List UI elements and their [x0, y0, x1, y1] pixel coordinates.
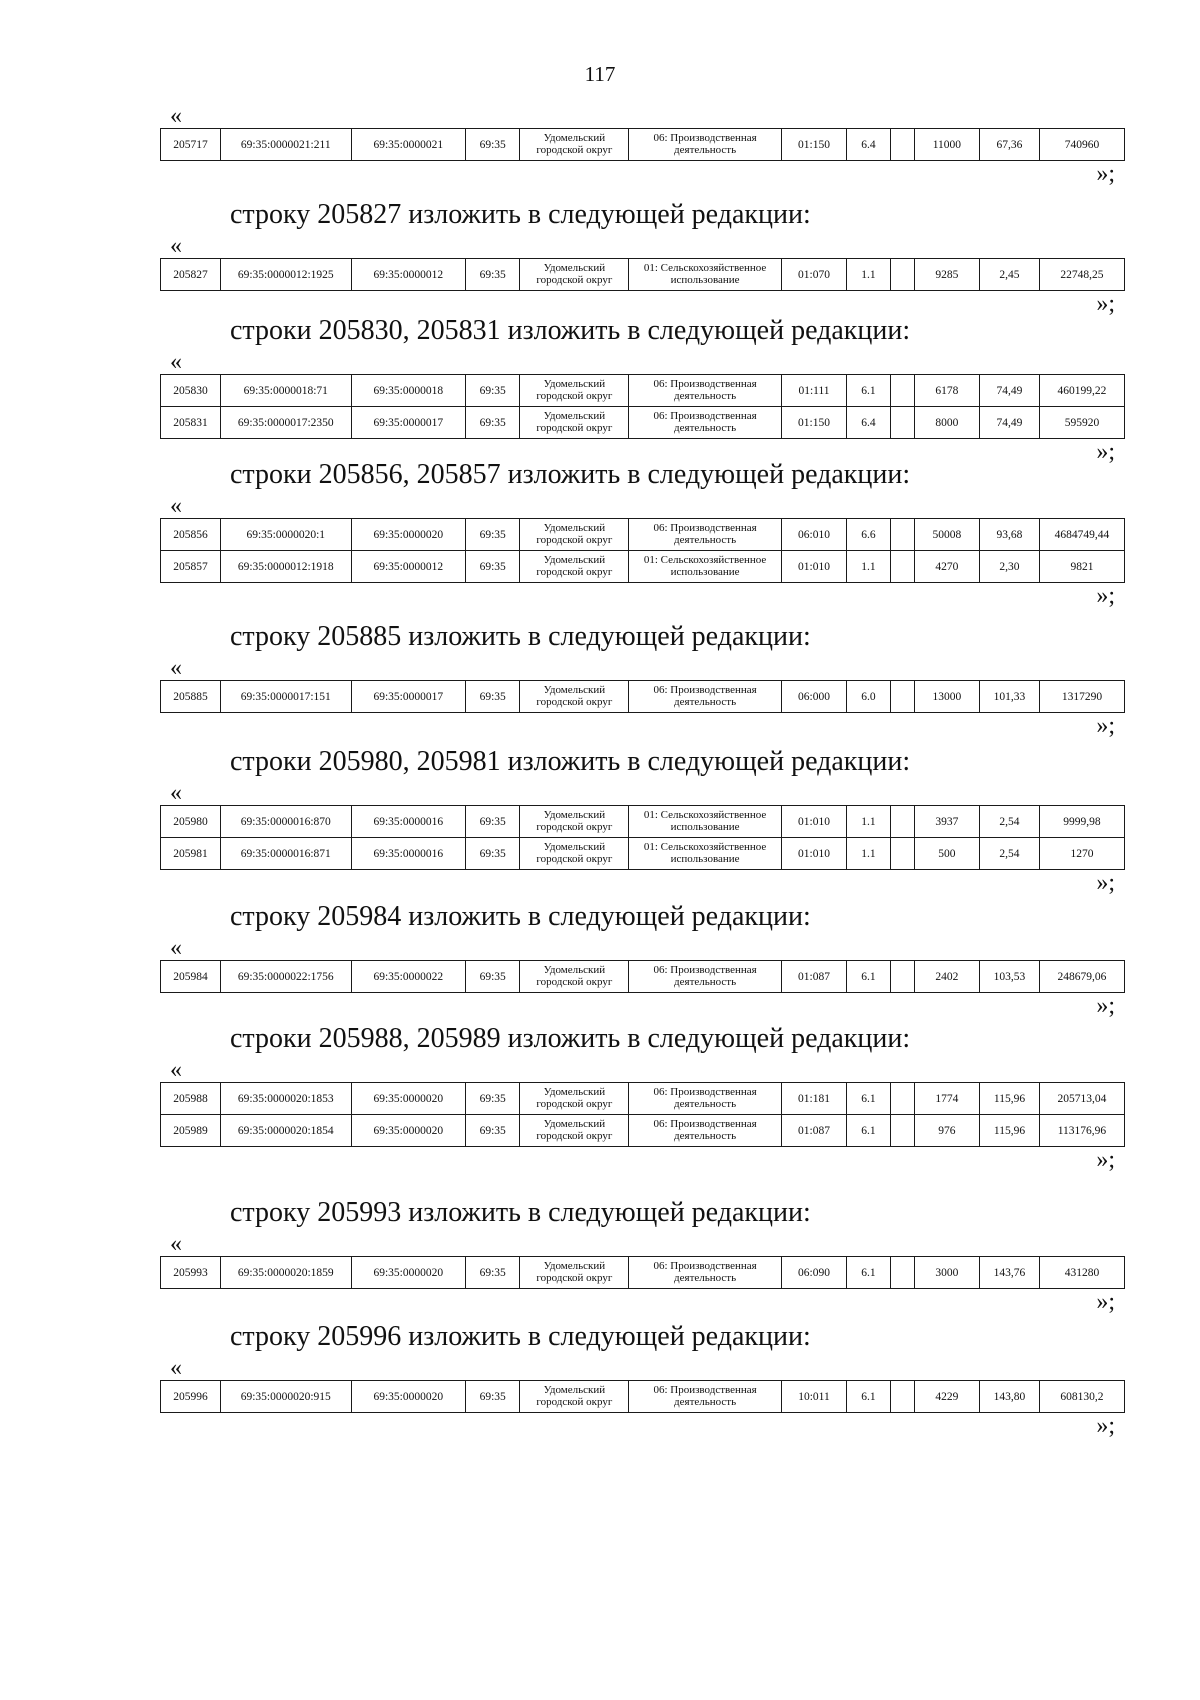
table-cell: 2402: [914, 961, 979, 993]
table-cell: 69:35:0000020: [351, 1257, 465, 1289]
table-cell: [890, 407, 914, 439]
table-cell: 69:35: [465, 375, 519, 407]
page-number: 117: [584, 62, 616, 86]
amendment-heading: строку 205885 изложить в следующей редакции:: [230, 621, 811, 652]
table-row: [161, 1257, 1125, 1289]
table-cell: 69:35:0000016: [351, 838, 465, 870]
table-cell: 6.1: [847, 961, 891, 993]
table-cell: Удомельский городской округ: [520, 961, 629, 993]
amendment-block: [160, 620, 1125, 739]
table-row: [161, 961, 1125, 993]
table-cell: 3000: [914, 1257, 979, 1289]
table-cell: [890, 1381, 914, 1413]
table-cell: 69:35:0000018: [351, 375, 465, 407]
amendment-block: [160, 1022, 1125, 1173]
table-cell: 143,80: [980, 1381, 1040, 1413]
table-cell: 205984: [161, 961, 221, 993]
table-cell: 01: Сельскохозяйственное использование: [629, 259, 781, 291]
table-cell: 69:35: [465, 806, 519, 838]
cadastral-table: [160, 374, 1125, 439]
amendment-heading: строки 205988, 205989 изложить в следующей редакции:: [230, 1023, 911, 1054]
table-cell: 69:35:0000018:71: [220, 375, 351, 407]
table-cell: 01:010: [781, 838, 846, 870]
table-cell: Удомельский городской округ: [520, 681, 629, 713]
table-cell: 06: Производственная деятельность: [629, 1083, 781, 1115]
amendment-heading: строки 205980, 205981 изложить в следующей редакции:: [230, 746, 911, 777]
table-cell: 01: Сельскохозяйственное использование: [629, 838, 781, 870]
table-cell: 01:070: [781, 259, 846, 291]
table-cell: 69:35: [465, 129, 519, 161]
table-cell: 1774: [914, 1083, 979, 1115]
table-cell: 69:35:0000022: [351, 961, 465, 993]
table-cell: 06: Производственная деятельность: [629, 1257, 781, 1289]
table-cell: 205857: [161, 551, 221, 583]
cadastral-table: [160, 680, 1125, 713]
table-cell: 10:011: [781, 1381, 846, 1413]
closing-quote: »;: [1096, 583, 1115, 609]
table-cell: 69:35:0000020: [351, 1381, 465, 1413]
table-cell: 06: Производственная деятельность: [629, 375, 781, 407]
table-cell: Удомельский городской округ: [520, 1257, 629, 1289]
closing-quote: »;: [1096, 1289, 1115, 1315]
table-cell: 205717: [161, 129, 221, 161]
amendment-heading: строки 205856, 205857 изложить в следующей редакции:: [230, 459, 911, 490]
table-cell: 2,54: [980, 806, 1040, 838]
table-cell: Удомельский городской округ: [520, 1381, 629, 1413]
table-cell: 6.6: [847, 519, 891, 551]
table-cell: 205981: [161, 838, 221, 870]
table-cell: [890, 259, 914, 291]
table-cell: 3937: [914, 806, 979, 838]
amendment-block: [160, 900, 1125, 1019]
table-row: [161, 551, 1125, 583]
table-cell: 205996: [161, 1381, 221, 1413]
table-cell: 06:090: [781, 1257, 846, 1289]
amendment-heading: строки 205830, 205831 изложить в следующей редакции:: [230, 315, 911, 346]
amendment-block: [160, 198, 1125, 317]
table-cell: 9285: [914, 259, 979, 291]
table-cell: 06: Производственная деятельность: [629, 961, 781, 993]
table-cell: 69:35:0000020: [351, 519, 465, 551]
table-cell: 93,68: [980, 519, 1040, 551]
table-cell: 69:35:0000012: [351, 259, 465, 291]
table-cell: Удомельский городской округ: [520, 806, 629, 838]
table-cell: 06: Производственная деятельность: [629, 1115, 781, 1147]
table-cell: [890, 681, 914, 713]
table-row: [161, 1083, 1125, 1115]
table-cell: [890, 551, 914, 583]
table-cell: 6.1: [847, 1257, 891, 1289]
table-cell: 6.4: [847, 129, 891, 161]
table-row: [161, 129, 1125, 161]
table-cell: 69:35: [465, 259, 519, 291]
cadastral-table: [160, 805, 1125, 870]
table-cell: 06: Производственная деятельность: [629, 407, 781, 439]
table-cell: 74,49: [980, 375, 1040, 407]
table-cell: 6178: [914, 375, 979, 407]
table-cell: 69:35:0000020:1: [220, 519, 351, 551]
opening-quote: «: [170, 349, 182, 375]
amendment-block: [160, 1320, 1125, 1439]
table-cell: 6.1: [847, 1381, 891, 1413]
table-cell: 01:111: [781, 375, 846, 407]
table-cell: 205885: [161, 681, 221, 713]
table-cell: 69:35:0000017: [351, 407, 465, 439]
table-cell: 113176,96: [1039, 1115, 1124, 1147]
table-cell: 2,30: [980, 551, 1040, 583]
table-cell: 740960: [1039, 129, 1124, 161]
table-cell: [890, 838, 914, 870]
table-cell: 69:35:0000020:1854: [220, 1115, 351, 1147]
table-cell: 205980: [161, 806, 221, 838]
amendment-block: [160, 314, 1125, 465]
table-cell: 06: Производственная деятельность: [629, 519, 781, 551]
table-row: [161, 259, 1125, 291]
table-cell: 06:000: [781, 681, 846, 713]
cadastral-table: [160, 960, 1125, 993]
table-cell: Удомельский городской округ: [520, 1115, 629, 1147]
cadastral-table: [160, 1082, 1125, 1147]
table-cell: [890, 1083, 914, 1115]
opening-quote: «: [170, 1231, 182, 1257]
table-cell: 01:150: [781, 407, 846, 439]
table-cell: 69:35:0000022:1756: [220, 961, 351, 993]
table-cell: [890, 519, 914, 551]
opening-quote: «: [170, 493, 182, 519]
amendment-block: [160, 103, 1125, 187]
amendment-heading: строку 205984 изложить в следующей редакции:: [230, 901, 811, 932]
table-cell: 74,49: [980, 407, 1040, 439]
opening-quote: «: [170, 233, 182, 259]
table-cell: 69:35: [465, 551, 519, 583]
table-cell: 69:35: [465, 838, 519, 870]
table-cell: [890, 961, 914, 993]
table-cell: 205989: [161, 1115, 221, 1147]
table-row: [161, 838, 1125, 870]
table-cell: 69:35: [465, 1115, 519, 1147]
opening-quote: «: [170, 103, 182, 129]
table-cell: [890, 1115, 914, 1147]
table-cell: 06: Производственная деятельность: [629, 681, 781, 713]
table-cell: 69:35: [465, 961, 519, 993]
closing-quote: »;: [1096, 1147, 1115, 1173]
opening-quote: «: [170, 935, 182, 961]
closing-quote: »;: [1096, 439, 1115, 465]
table-cell: 69:35:0000012: [351, 551, 465, 583]
table-cell: 1317290: [1039, 681, 1124, 713]
table-cell: 101,33: [980, 681, 1040, 713]
table-cell: 69:35:0000020: [351, 1083, 465, 1115]
opening-quote: «: [170, 1355, 182, 1381]
table-row: [161, 681, 1125, 713]
closing-quote: »;: [1096, 1413, 1115, 1439]
table-cell: 06: Производственная деятельность: [629, 1381, 781, 1413]
table-cell: 69:35: [465, 1257, 519, 1289]
table-cell: Удомельский городской округ: [520, 129, 629, 161]
table-cell: Удомельский городской округ: [520, 551, 629, 583]
closing-quote: »;: [1096, 291, 1115, 317]
table-cell: Удомельский городской округ: [520, 1083, 629, 1115]
table-cell: 69:35:0000020:1853: [220, 1083, 351, 1115]
table-cell: 6.1: [847, 1115, 891, 1147]
table-cell: 1.1: [847, 838, 891, 870]
table-cell: Удомельский городской округ: [520, 375, 629, 407]
amendment-heading: строку 205993 изложить в следующей редакции:: [230, 1197, 811, 1228]
table-cell: 4684749,44: [1039, 519, 1124, 551]
table-cell: 22748,25: [1039, 259, 1124, 291]
table-cell: 4270: [914, 551, 979, 583]
table-row: [161, 519, 1125, 551]
table-cell: [890, 806, 914, 838]
table-cell: 69:35: [465, 1381, 519, 1413]
opening-quote: «: [170, 1057, 182, 1083]
table-cell: 01:010: [781, 551, 846, 583]
table-cell: 1.1: [847, 551, 891, 583]
table-cell: 11000: [914, 129, 979, 161]
table-cell: 205831: [161, 407, 221, 439]
table-cell: Удомельский городской округ: [520, 838, 629, 870]
cadastral-table: [160, 258, 1125, 291]
table-cell: 13000: [914, 681, 979, 713]
table-cell: [890, 1257, 914, 1289]
closing-quote: »;: [1096, 161, 1115, 187]
table-cell: 69:35:0000012:1918: [220, 551, 351, 583]
table-cell: 50008: [914, 519, 979, 551]
table-cell: 06: Производственная деятельность: [629, 129, 781, 161]
table-cell: 06:010: [781, 519, 846, 551]
amendment-block: [160, 1196, 1125, 1315]
table-cell: 205713,04: [1039, 1083, 1124, 1115]
table-cell: 69:35: [465, 407, 519, 439]
table-cell: 205988: [161, 1083, 221, 1115]
table-cell: 69:35:0000020:1859: [220, 1257, 351, 1289]
table-cell: 143,76: [980, 1257, 1040, 1289]
cadastral-table: [160, 128, 1125, 161]
opening-quote: «: [170, 780, 182, 806]
table-cell: 205993: [161, 1257, 221, 1289]
table-cell: 205827: [161, 259, 221, 291]
table-cell: 205856: [161, 519, 221, 551]
table-cell: 69:35:0000016: [351, 806, 465, 838]
table-cell: 976: [914, 1115, 979, 1147]
table-cell: 115,96: [980, 1115, 1040, 1147]
table-cell: 69:35:0000016:870: [220, 806, 351, 838]
table-cell: 2,54: [980, 838, 1040, 870]
table-cell: 460199,22: [1039, 375, 1124, 407]
table-cell: 1.1: [847, 806, 891, 838]
amendment-heading: строку 205827 изложить в следующей редакции:: [230, 199, 811, 230]
table-cell: 69:35: [465, 1083, 519, 1115]
table-cell: 69:35:0000021:211: [220, 129, 351, 161]
table-cell: 69:35:0000016:871: [220, 838, 351, 870]
amendment-block: [160, 458, 1125, 609]
table-cell: 69:35:0000017:151: [220, 681, 351, 713]
table-cell: 69:35: [465, 681, 519, 713]
table-cell: 69:35:0000021: [351, 129, 465, 161]
table-cell: 01:087: [781, 1115, 846, 1147]
table-cell: 2,45: [980, 259, 1040, 291]
table-cell: 4229: [914, 1381, 979, 1413]
amendment-heading: строку 205996 изложить в следующей редакции:: [230, 1321, 811, 1352]
table-cell: 9999,98: [1039, 806, 1124, 838]
table-cell: 9821: [1039, 551, 1124, 583]
cadastral-table: [160, 518, 1125, 583]
opening-quote: «: [170, 655, 182, 681]
table-cell: 608130,2: [1039, 1381, 1124, 1413]
table-row: [161, 1115, 1125, 1147]
table-cell: Удомельский городской округ: [520, 259, 629, 291]
table-cell: 8000: [914, 407, 979, 439]
table-cell: 69:35:0000017: [351, 681, 465, 713]
table-cell: 69:35:0000012:1925: [220, 259, 351, 291]
cadastral-table: [160, 1256, 1125, 1289]
table-cell: 6.4: [847, 407, 891, 439]
table-cell: [890, 129, 914, 161]
amendment-block: [160, 745, 1125, 896]
table-row: [161, 375, 1125, 407]
table-cell: 01:010: [781, 806, 846, 838]
table-cell: 6.1: [847, 1083, 891, 1115]
table-cell: Удомельский городской округ: [520, 519, 629, 551]
table-cell: 01:181: [781, 1083, 846, 1115]
table-cell: 69:35: [465, 519, 519, 551]
table-cell: 69:35:0000020: [351, 1115, 465, 1147]
table-cell: 1.1: [847, 259, 891, 291]
table-cell: 103,53: [980, 961, 1040, 993]
table-cell: [890, 375, 914, 407]
closing-quote: »;: [1096, 870, 1115, 896]
table-cell: 115,96: [980, 1083, 1040, 1115]
table-cell: 248679,06: [1039, 961, 1124, 993]
table-cell: 69:35:0000020:915: [220, 1381, 351, 1413]
table-cell: 67,36: [980, 129, 1040, 161]
table-row: [161, 407, 1125, 439]
table-cell: 6.1: [847, 375, 891, 407]
table-cell: 205830: [161, 375, 221, 407]
closing-quote: »;: [1096, 713, 1115, 739]
table-row: [161, 806, 1125, 838]
table-cell: 01:087: [781, 961, 846, 993]
table-cell: 431280: [1039, 1257, 1124, 1289]
table-cell: Удомельский городской округ: [520, 407, 629, 439]
table-cell: 69:35:0000017:2350: [220, 407, 351, 439]
table-cell: 01:150: [781, 129, 846, 161]
table-cell: 595920: [1039, 407, 1124, 439]
table-cell: 01: Сельскохозяйственное использование: [629, 806, 781, 838]
table-cell: 6.0: [847, 681, 891, 713]
table-row: [161, 1381, 1125, 1413]
table-cell: 01: Сельскохозяйственное использование: [629, 551, 781, 583]
table-cell: 500: [914, 838, 979, 870]
closing-quote: »;: [1096, 993, 1115, 1019]
table-cell: 1270: [1039, 838, 1124, 870]
cadastral-table: [160, 1380, 1125, 1413]
